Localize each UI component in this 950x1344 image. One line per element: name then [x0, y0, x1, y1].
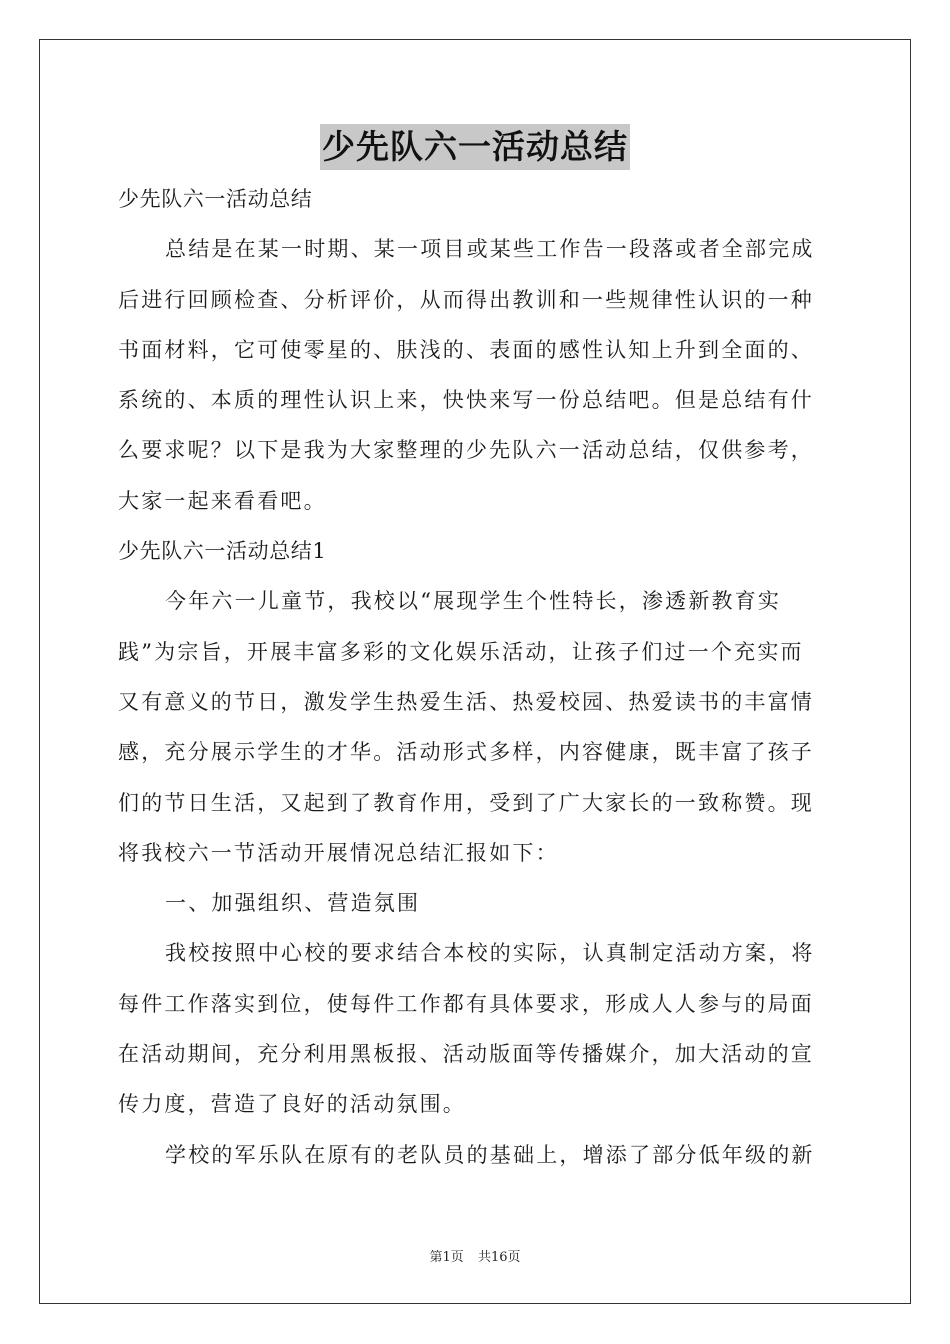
paragraph-line: 传力度，营造了良好的活动氛围。 — [118, 1092, 466, 1117]
title-container — [0, 124, 950, 170]
page-number: 第1页 — [429, 1250, 464, 1265]
paragraph-line: 系统的、本质的理性认识上来，快快来写一份总结吧。但是总结有什 — [118, 388, 814, 413]
paragraph-line: 么要求呢？以下是我为大家整理的少先队六一活动总结，仅供参考， — [118, 438, 814, 463]
paragraph-line: 们的节日生活，又起到了教育作用，受到了广大家长的一致称赞。现 — [118, 790, 814, 815]
paragraph-line: 后进行回顾检查、分析评价，从而得出教训和一些规律性认识的一种 — [118, 287, 814, 312]
document-title: 少先队六一活动总结 — [320, 124, 630, 170]
paragraph-line: 践”为宗旨，开展丰富多彩的文化娱乐活动，让孩子们过一个充实而 — [118, 639, 804, 664]
paragraph-line: 书面材料，它可使零星的、肤浅的、表面的感性认知上升到全面的、 — [118, 337, 814, 362]
paragraph-line: 今年六一儿童节，我校以“展现学生个性特长，渗透新教育实 — [165, 589, 782, 614]
paragraph-line: 大家一起来看看吧。 — [118, 488, 327, 513]
paragraph-line: 感，充分展示学生的才华。活动形式多样，内容健康，既丰富了孩子 — [118, 740, 814, 765]
paragraph-line: 每件工作落实到位，使每件工作都有具体要求，形成人人参与的局面 — [118, 991, 814, 1016]
paragraph-line: 在活动期间，充分利用黑板报、活动版面等传播媒介，加大活动的宣 — [118, 1042, 814, 1067]
paragraph-line: 我校按照中心校的要求结合本校的实际，认真制定活动方案，将 — [165, 941, 815, 966]
subsection-heading: 一、加强组织、营造氛围 — [165, 891, 421, 916]
page-footer — [0, 1246, 950, 1265]
paragraph-line: 又有意义的节日，激发学生热爱生活、热爱校园、热爱读书的丰富情 — [118, 689, 814, 714]
section-heading: 少先队六一活动总结 — [118, 187, 313, 211]
paragraph-line: 学校的军乐队在原有的老队员的基础上，增添了部分低年级的新 — [165, 1142, 815, 1167]
page-total: 共16页 — [477, 1250, 521, 1265]
paragraph-line: 将我校六一节活动开展情况总结汇报如下： — [118, 840, 559, 865]
section-heading: 少先队六一活动总结1 — [118, 539, 327, 564]
document-body — [118, 174, 836, 1180]
paragraph-line: 总结是在某一时期、某一项目或某些工作告一段落或者全部完成 — [165, 237, 815, 262]
